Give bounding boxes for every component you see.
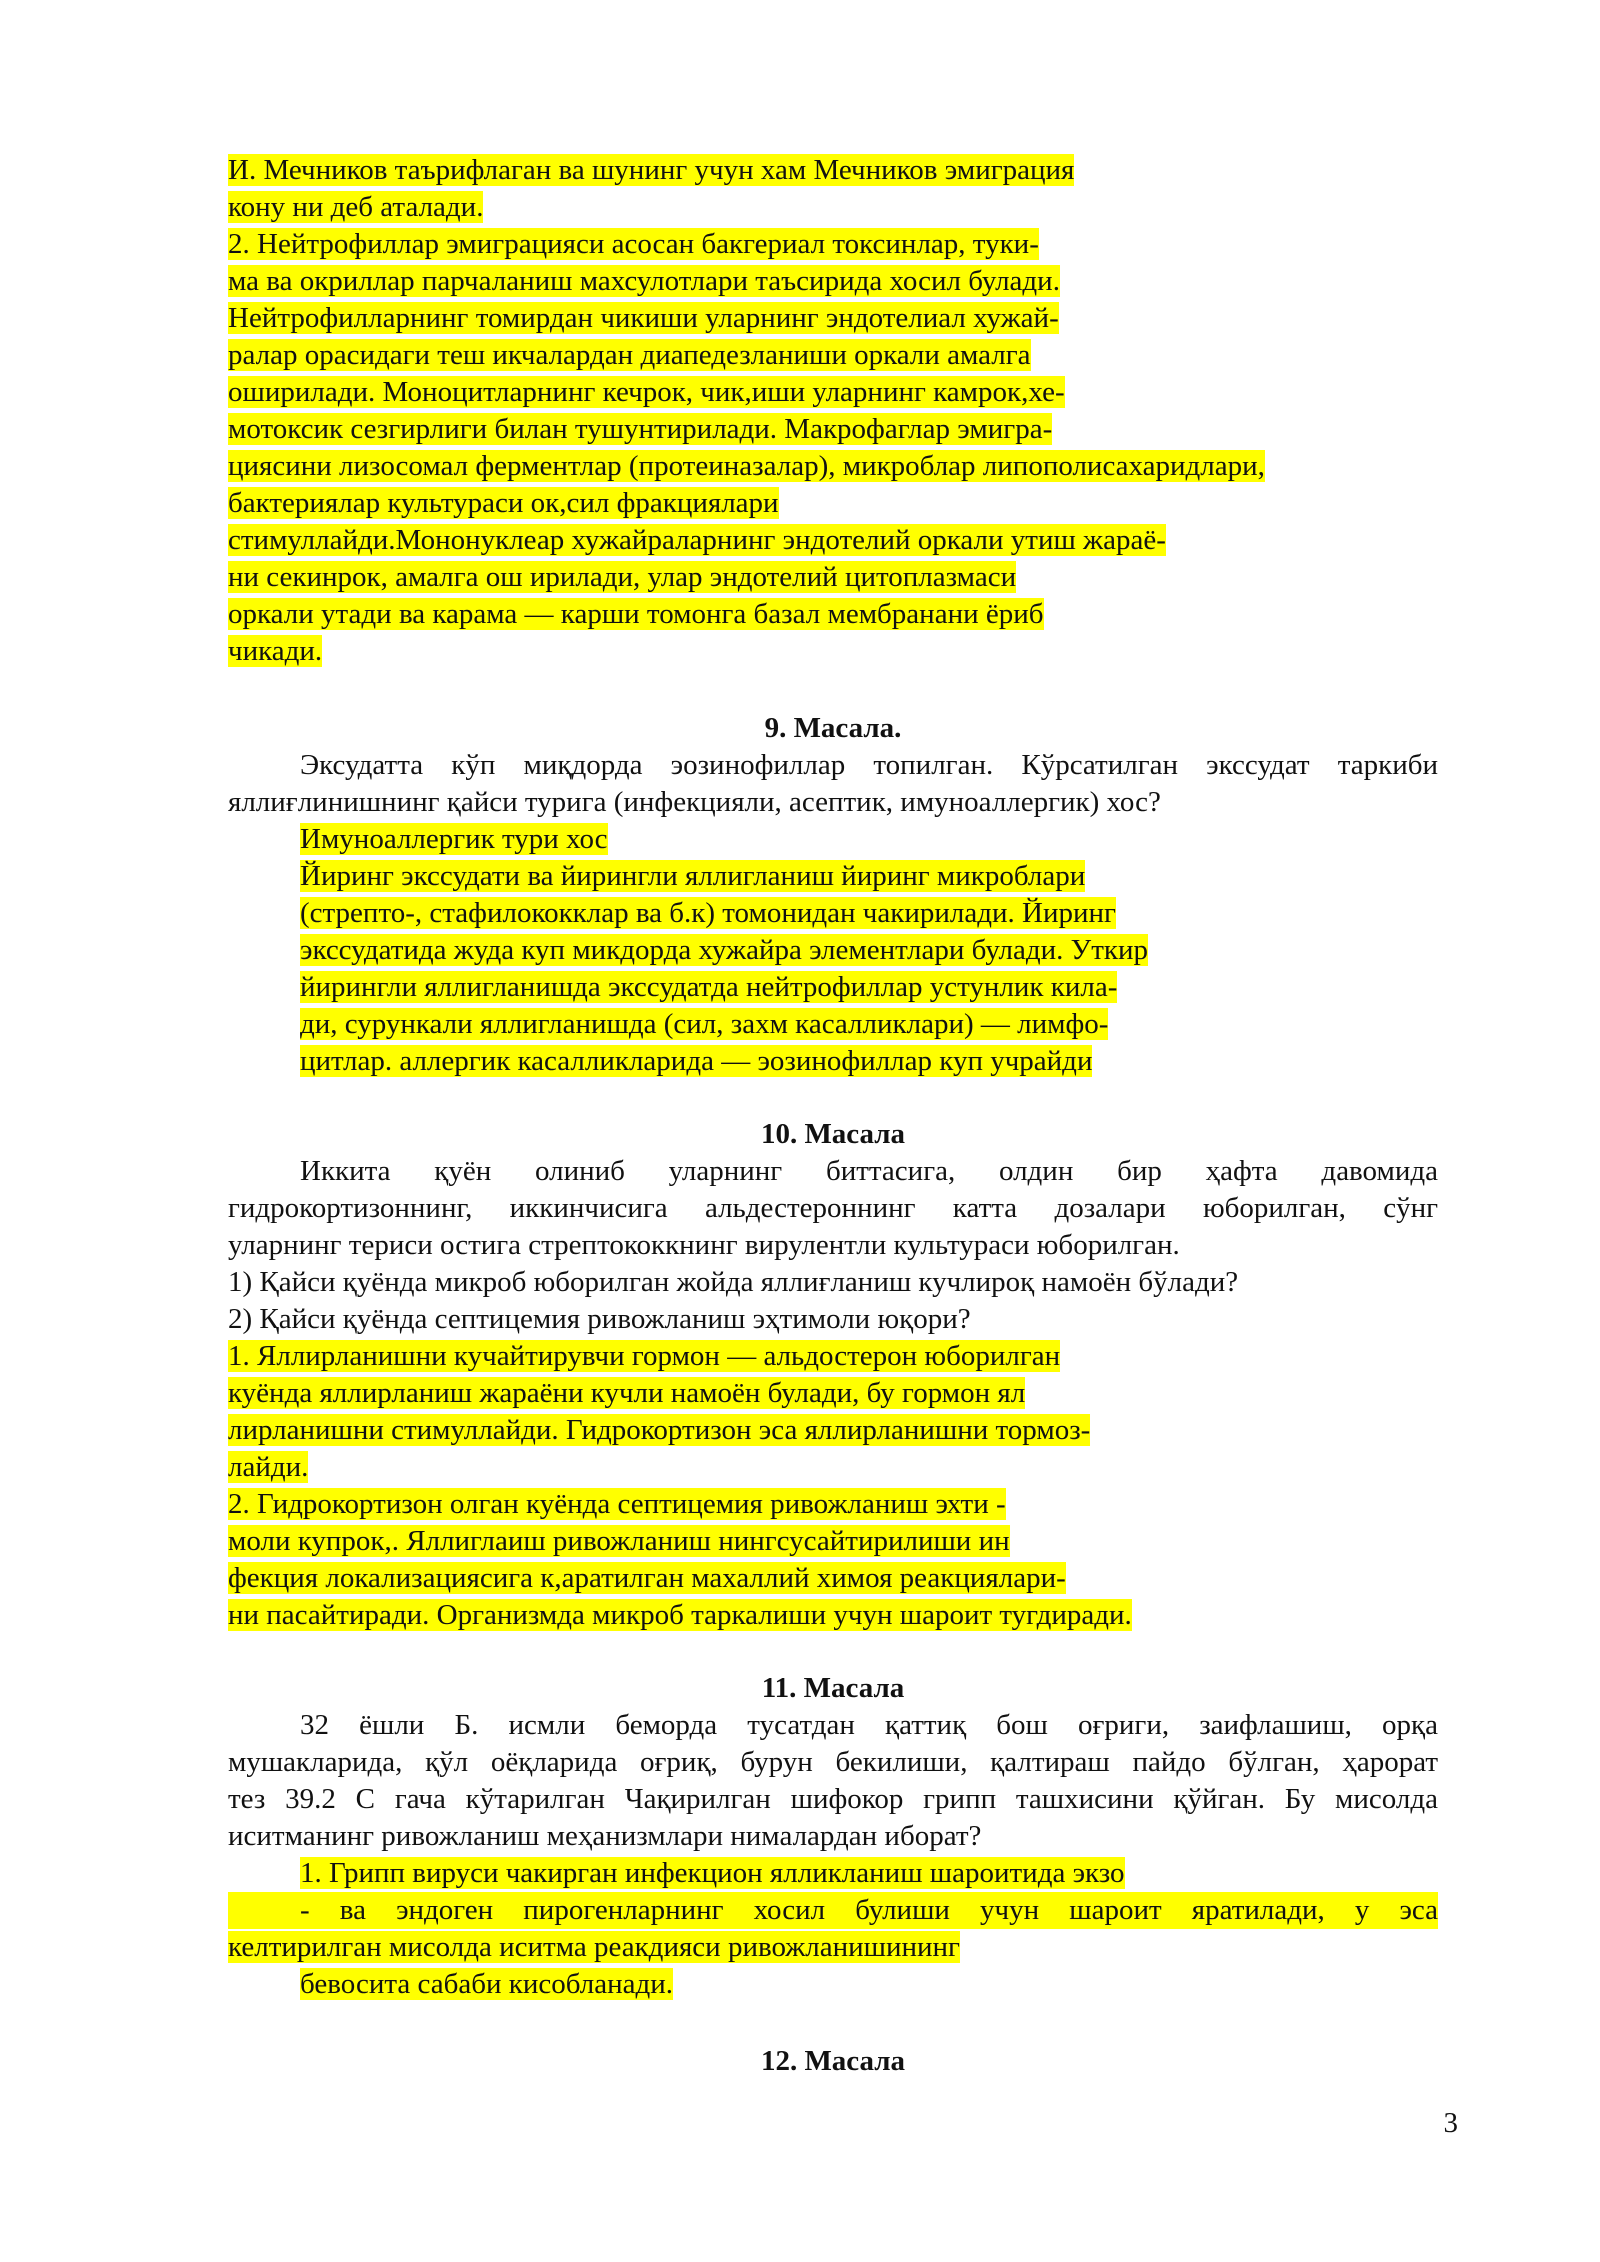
answer-line: [228, 1892, 1438, 1929]
answer-line: куёнда яллирланиш жараёни кучли намоён булади, бу гормон ял: [228, 1377, 1026, 1409]
answer-line: йирингли яллигланишда экссудатда нейтрофиллар устунлик кила-: [300, 971, 1118, 1003]
text-line: ма ва окриллар парчаланиш махсулотлари таъсирида хосил булади.: [228, 265, 1060, 297]
page-number: 3: [1443, 2107, 1458, 2139]
document-page: [228, 152, 1438, 2080]
answer-line: моли купрок,. Яллиглаиш ривожланиш нингсусайтирилиши ин: [228, 1525, 1010, 1557]
question-line: тез 39.2 С гача кўтарилган Чақирилган шифокор грипп ташхисини қўйган. Бу мисолда: [228, 1783, 1438, 1815]
question-line: 32 ёшли Б. исмли беморда тусатдан қаттиқ бош оғриги, заифлашиш, орқа: [300, 1709, 1438, 1741]
text-line: ни секинрок, амалга ош ирилади, улар эндотелий цитоплазмаси: [228, 561, 1017, 593]
question-line: мушакларида, қўл оёқларида оғриқ, бурун бекилиши, қалтираш пайдо бўлган, ҳарорат: [228, 1746, 1438, 1778]
text-line: ралар орасидаги теш икчалардан диапедезланиши оркали амалга: [228, 339, 1031, 371]
text-line: И. Мечников таърифлаган ва шунинг учун хам Мечников эмиграция: [228, 154, 1075, 186]
intro-answer-block: [228, 152, 1438, 670]
answer-line: 2. Гидрокортизон олган куёнда септицемия ривожланиш эхти -: [228, 1488, 1006, 1520]
text-line: мотоксик сезгирлиги билан тушунтирилади. Макрофаглар эмигра-: [228, 413, 1053, 445]
answer-line: Имуноаллергик тури хос: [300, 823, 608, 855]
question-line: иситманинг ривожланиш меҳанизмлари нималардан иборат?: [228, 1820, 982, 1852]
answer-line: (стрепто-, стафилококклар ва б.к) томонидан чакирилади. Йиринг: [300, 897, 1116, 929]
text-line: чикади.: [228, 635, 323, 667]
text-line: оркали утади ва карама — карши томонга базал мембранани ёриб: [228, 598, 1044, 630]
task-11: [228, 1670, 1438, 2003]
text-line: циясини лизосомал ферментлар (протеиназалар), микроблар липополисахаридлари,: [228, 450, 1265, 482]
question-line: яллиғлинишнинг қайси турига (инфекцияли, асептик, имуноаллергик) хос?: [228, 786, 1161, 818]
answer-line: экссудатида жуда куп микдорда хужайра элементлари булади. Уткир: [300, 934, 1148, 966]
text-line: стимуллайди.Мононуклеар хужайраларнинг эндотелий оркали утиш жараё-: [228, 524, 1166, 556]
question-line: Иккита қуён олиниб уларнинг биттасига, олдин бир ҳафта давомида: [300, 1155, 1438, 1187]
question-line: уларнинг териси остига стрептококкнинг вирулентли культураси юборилган.: [228, 1229, 1180, 1261]
answer-line: фекция локализациясига к,аратилган махаллий химоя реакциялари-: [228, 1562, 1066, 1594]
question-line: гидрокортизоннинг, иккинчисига альдестероннинг катта дозалари юборилган, сўнг: [228, 1192, 1438, 1224]
answer-line: ди, сурункали яллигланишда (сил, захм касалликлари) — лимфо-: [300, 1008, 1109, 1040]
question-line: Эксудатта кўп миқдорда эозинофиллар топилган. Кўрсатилган экссудат таркиби: [300, 749, 1438, 781]
task-heading: 12. Масала: [760, 2045, 906, 2077]
text-line: оширилади. Моноцитларнинг кечрок, чик,иши уларнинг камрок,хе-: [228, 376, 1065, 408]
answer-dash: -: [300, 1894, 310, 1926]
answer-line: 1. Яллирланишни кучайтирувчи гормон — альдостерон юборилган: [228, 1340, 1061, 1372]
task-heading: 9. Масала.: [764, 712, 902, 744]
answer-line: лирланишни стимуллайди. Гидрокортизон эса яллирланишни тормоз-: [228, 1414, 1091, 1446]
text-line: 2. Нейтрофиллар эмиграцияси асосан бакгериал токсинлар, туки-: [228, 228, 1039, 260]
task-heading: 11. Масала: [761, 1672, 905, 1704]
task-10: [228, 1116, 1438, 1634]
answer-line: бевосита сабаби кисобланади.: [300, 1968, 674, 2000]
answer-line: лайди.: [228, 1451, 309, 1483]
question-item: 1) Қайси қуёнда микроб юборилган жойда яллиғланиш кучлироқ намоён бўлади?: [228, 1266, 1239, 1298]
text-line: бактериялар культураси ок,сил фракциялари: [228, 487, 779, 519]
question-item: 2) Қайси қуёнда септицемия ривожланиш эҳтимоли юқори?: [228, 1303, 971, 1335]
answer-line: Йиринг экссудати ва йирингли яллигланиш йиринг микроблари: [300, 860, 1086, 892]
task-12: [228, 2043, 1438, 2080]
answer-line: ни пасайтиради. Организмда микроб таркалиши учун шароит тугдиради.: [228, 1599, 1132, 1631]
task-9: [228, 710, 1438, 1080]
task-heading: 10. Масала: [760, 1118, 906, 1150]
text-line: кону ни деб аталади.: [228, 191, 484, 223]
answer-line: 1. Грипп вируси чакирган инфекцион ялликланиш шароитида экзо: [300, 1857, 1125, 1889]
answer-line: келтирилган мисолда иситма реакдияси ривожланишининг: [228, 1931, 960, 1963]
answer-line-text: ва эндоген пирогенларнинг хосил булиши учун шароит яратилади, у эса: [339, 1894, 1438, 1926]
answer-line: цитлар. аллергик касалликларида — эозинофиллар куп учрайди: [300, 1045, 1093, 1077]
text-line: Нейтрофилларнинг томирдан чикиши уларнинг эндотелиал хужай-: [228, 302, 1059, 334]
